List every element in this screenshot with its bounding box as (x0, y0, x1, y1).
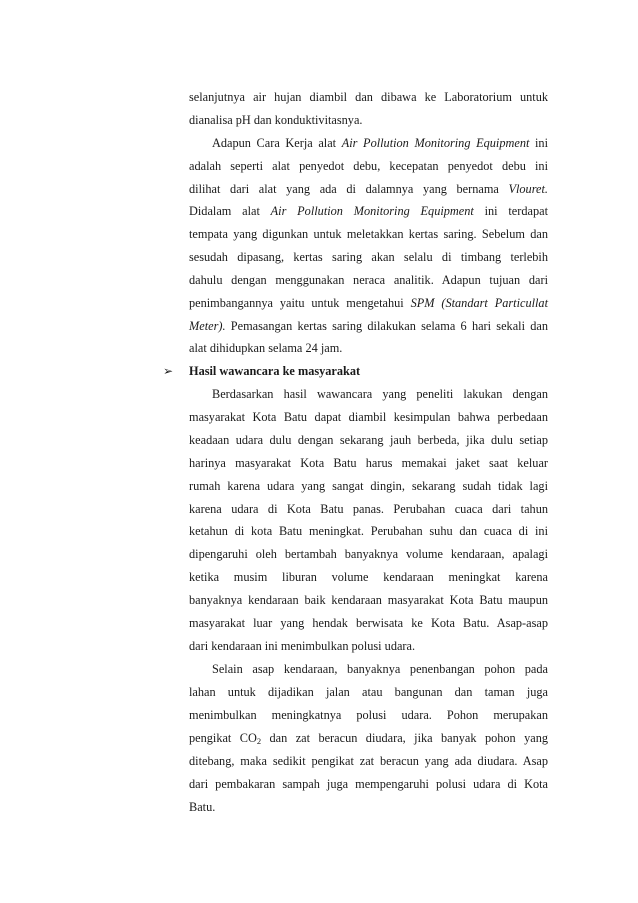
paragraph-line (189, 316, 548, 336)
paragraph-line (189, 270, 548, 290)
paragraph-line (189, 476, 548, 496)
text-run: ketahun di kota Batu meningkat. Perubahan suhu dan cuaca di ini (189, 524, 548, 538)
text-run: karena udara di Kota Batu panas. Perubahan cuaca dari tahun (189, 502, 548, 516)
text-run: sesudah dipasang, kertas saring akan selalu di timbang terlebih (189, 250, 548, 264)
italic-text: Air Pollution Monitoring Equipment (341, 136, 530, 150)
paragraph-line (189, 613, 548, 633)
text-run: Selain asap kendaraan, banyaknya penenbangan pohon pada (212, 662, 548, 676)
paragraph-line (212, 659, 548, 679)
paragraph-line (189, 156, 548, 176)
italic-text: Vlouret. (508, 182, 548, 196)
text-run: selanjutnya air hujan diambil dan dibawa ke Laboratorium untuk (189, 90, 548, 104)
text-run: Berdasarkan hasil wawancara yang peneliti lakukan dengan (212, 387, 548, 401)
paragraph-line (189, 224, 548, 244)
paragraph-line (189, 499, 548, 519)
text-run: keadaan udara dulu dengan sekarang jauh berbeda, jika dulu setiap (189, 433, 548, 447)
text-run: ini (529, 136, 548, 150)
paragraph-line (189, 521, 548, 541)
paragraph-line (189, 567, 548, 587)
paragraph-line (189, 407, 548, 427)
text-run: ditebang, maka sedikit pengikat zat beracun yang ada diudara. Asap (189, 754, 548, 768)
paragraph-line (189, 293, 548, 313)
text-run: dari pembakaran sampah juga mempengaruhi polusi udara di Kota (189, 777, 548, 791)
paragraph-line (189, 179, 548, 199)
text-run: ketika musim liburan volume kendaraan meningkat karena (189, 570, 548, 584)
paragraph-line (189, 728, 548, 748)
paragraph-line (189, 201, 548, 221)
text-run: Batu. (189, 800, 216, 814)
text-run: dianalisa pH dan konduktivitasnya. (189, 113, 363, 127)
paragraph-line (189, 797, 548, 817)
paragraph-line (212, 133, 548, 153)
paragraph-line (189, 636, 548, 656)
paragraph-line (189, 110, 548, 130)
paragraph-line (189, 590, 548, 610)
paragraph-line (189, 751, 548, 771)
text-run: dahulu dengan menggunakan neraca analitik. Adapun tujuan dari (189, 273, 548, 287)
italic-text: Meter). (189, 319, 226, 333)
paragraph-line (189, 430, 548, 450)
text-run: lahan untuk dijadikan jalan atau bangunan dan taman juga (189, 685, 548, 699)
italic-text: SPM (Standart Particullat (410, 296, 548, 310)
text-run: Didalam alat (189, 204, 271, 218)
text-run: menimbulkan meningkatnya polusi udara. Pohon merupakan (189, 708, 548, 722)
paragraph-line (189, 774, 548, 794)
text-run: pengikat CO (189, 731, 257, 745)
paragraph-line (189, 247, 548, 267)
paragraph-line (189, 453, 548, 473)
text-run: tempata yang digunkan untuk meletakkan kertas saring. Sebelum dan (189, 227, 548, 241)
paragraph-line (189, 338, 548, 358)
arrowhead-bullet-icon: ➢ (163, 364, 174, 378)
text-run: harinya masyarakat Kota Batu harus memakai jaket saat keluar (189, 456, 548, 470)
subscript-text: 2 (256, 736, 262, 746)
text-run: dilihat dari alat yang ada di dalamnya yang bernama (189, 182, 509, 196)
text-run: rumah karena udara yang sangat dingin, sekarang sudah tidak lagi (189, 479, 548, 493)
text-run: masyarakat luar yang hendak berwisata ke Kota Batu. Asap-asap (189, 616, 548, 630)
paragraph-line (189, 705, 548, 725)
text-run: masyarakat Kota Batu dapat diambil kesimpulan bahwa perbedaan (189, 410, 548, 424)
text-run: Pemasangan kertas saring dilakukan selama 6 hari sekali dan (225, 319, 548, 333)
paragraph-line (189, 87, 548, 107)
paragraph-line (212, 384, 548, 404)
text-run: dari kendaraan ini menimbulkan polusi udara. (189, 639, 416, 653)
text-run: alat dihidupkan selama 24 jam. (189, 341, 343, 355)
text-run: dan zat beracun diudara, jika banyak pohon yang (261, 731, 549, 745)
text-run: dipengaruhi oleh bertambah banyaknya volume kendaraan, apalagi (189, 547, 548, 561)
text-run: adalah seperti alat penyedot debu, kecepatan penyedot debu ini (189, 159, 548, 173)
italic-text: Air Pollution Monitoring Equipment (270, 204, 474, 218)
text-run: Adapun Cara Kerja alat (212, 136, 342, 150)
text-run: penimbangannya yaitu untuk mengetahui (189, 296, 411, 310)
paragraph-line (189, 682, 548, 702)
text-run: ini terdapat (473, 204, 548, 218)
paragraph-line (189, 544, 548, 564)
section-heading: Hasil wawancara ke masyarakat (189, 364, 361, 378)
text-run: banyaknya kendaraan baik kendaraan masyarakat Kota Batu maupun (189, 593, 548, 607)
